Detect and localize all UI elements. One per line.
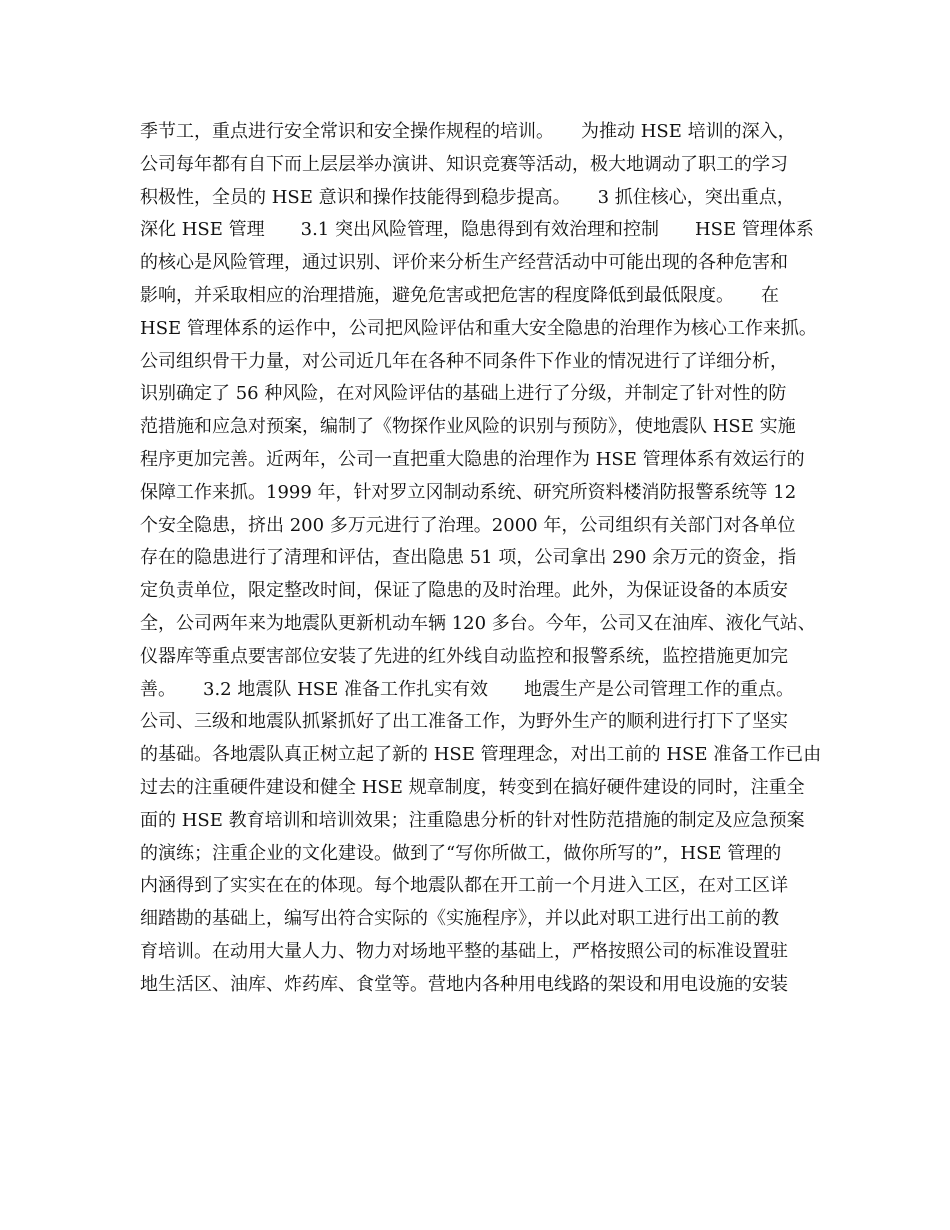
text-line: 识别确定了 56 种风险，在对风险评估的基础上进行了分级，并制定了针对性的防: [140, 383, 787, 405]
text-line: 范措施和应急对预案，编制了《物探作业风险的识别与预防》，使地震队 HSE 实施: [140, 416, 796, 438]
text-line: 的基础。各地震队真正树立起了新的 HSE 管理理念，对出工前的 HSE 准备工作已由: [140, 744, 822, 766]
text-line: 公司组织骨干力量，对公司近几年在各种不同条件下作业的情况进行了详细分析，: [140, 350, 788, 372]
text-line: 公司、三级和地震队抓紧抓好了出工准备工作，为野外生产的顺利进行打下了坚实: [140, 711, 788, 733]
text-line: HSE 管理体系的运作中，公司把风险评估和重大安全隐患的治理作为核心工作来抓。: [140, 317, 817, 339]
body-text: [140, 116, 830, 1002]
text-line: 善。 3.2 地震队 HSE 准备工作扎实有效 地震生产是公司管理工作的重点。: [140, 678, 794, 700]
text-line: 内涵得到了实实在在的体现。每个地震队都在开工前一个月进入工区，在对工区详: [140, 875, 788, 897]
text-line: 细踏勘的基础上，编写出符合实际的《实施程序》，并以此对职工进行出工前的教: [140, 908, 779, 930]
text-line: 定负责单位，限定整改时间，保证了隐患的及时治理。此外，为保证设备的本质安: [140, 580, 788, 602]
text-line: 面的 HSE 教育培训和培训效果；注重隐患分析的针对性防范措施的制定及应急预案: [140, 809, 805, 831]
text-line: 积极性，全员的 HSE 意识和操作技能得到稳步提高。 3 抓住核心，突出重点，: [140, 186, 795, 208]
text-line: 地生活区、油库、炸药库、食堂等。营地内各种用电线路的架设和用电设施的安装: [140, 973, 788, 995]
text-line: 存在的隐患进行了清理和评估，查出隐患 51 项，公司拿出 290 余万元的资金，指: [140, 547, 797, 569]
text-line: 深化 HSE 管理 3.1 突出风险管理，隐患得到有效治理和控制 HSE 管理体系: [140, 219, 814, 241]
text-line: 保障工作来抓。1999 年，针对罗立冈制动系统、研究所资料楼消防报警系统等 12: [140, 481, 797, 503]
text-line: 全，公司两年来为地震队更新机动车辆 120 多台。今年，公司又在油库、液化气站、: [140, 612, 816, 634]
text-line: 公司每年都有自下而上层层举办演讲、知识竞赛等活动，极大地调动了职工的学习: [140, 153, 788, 175]
text-line: 的核心是风险管理，通过识别、评价来分析生产经营活动中可能出现的各种危害和: [140, 252, 788, 274]
text-line: 程序更加完善。近两年，公司一直把重大隐患的治理作为 HSE 管理体系有效运行的: [140, 448, 805, 470]
text-line: 的演练；注重企业的文化建设。做到了“写你所做工，做你所写的”，HSE 管理的: [140, 842, 782, 864]
text-line: 影响，并采取相应的治理措施，避免危害或把危害的程度降低到最低限度。 在: [140, 284, 779, 306]
text-line: 仪器库等重点要害部位安装了先进的红外线自动监控和报警系统，监控措施更加完: [140, 645, 788, 667]
text-line: 过去的注重硬件建设和健全 HSE 规章制度，转变到在搞好硬件建设的同时，注重全: [140, 776, 805, 798]
text-line: 个安全隐患，挤出 200 多万元进行了治理。2000 年，公司组织有关部门对各单位: [140, 514, 796, 536]
text-line: 育培训。在动用大量人力、物力对场地平整的基础上，严格按照公司的标准设置驻: [140, 940, 788, 962]
text-line: 季节工，重点进行安全常识和安全操作规程的培训。 为推动 HSE 培训的深入，: [140, 121, 796, 142]
